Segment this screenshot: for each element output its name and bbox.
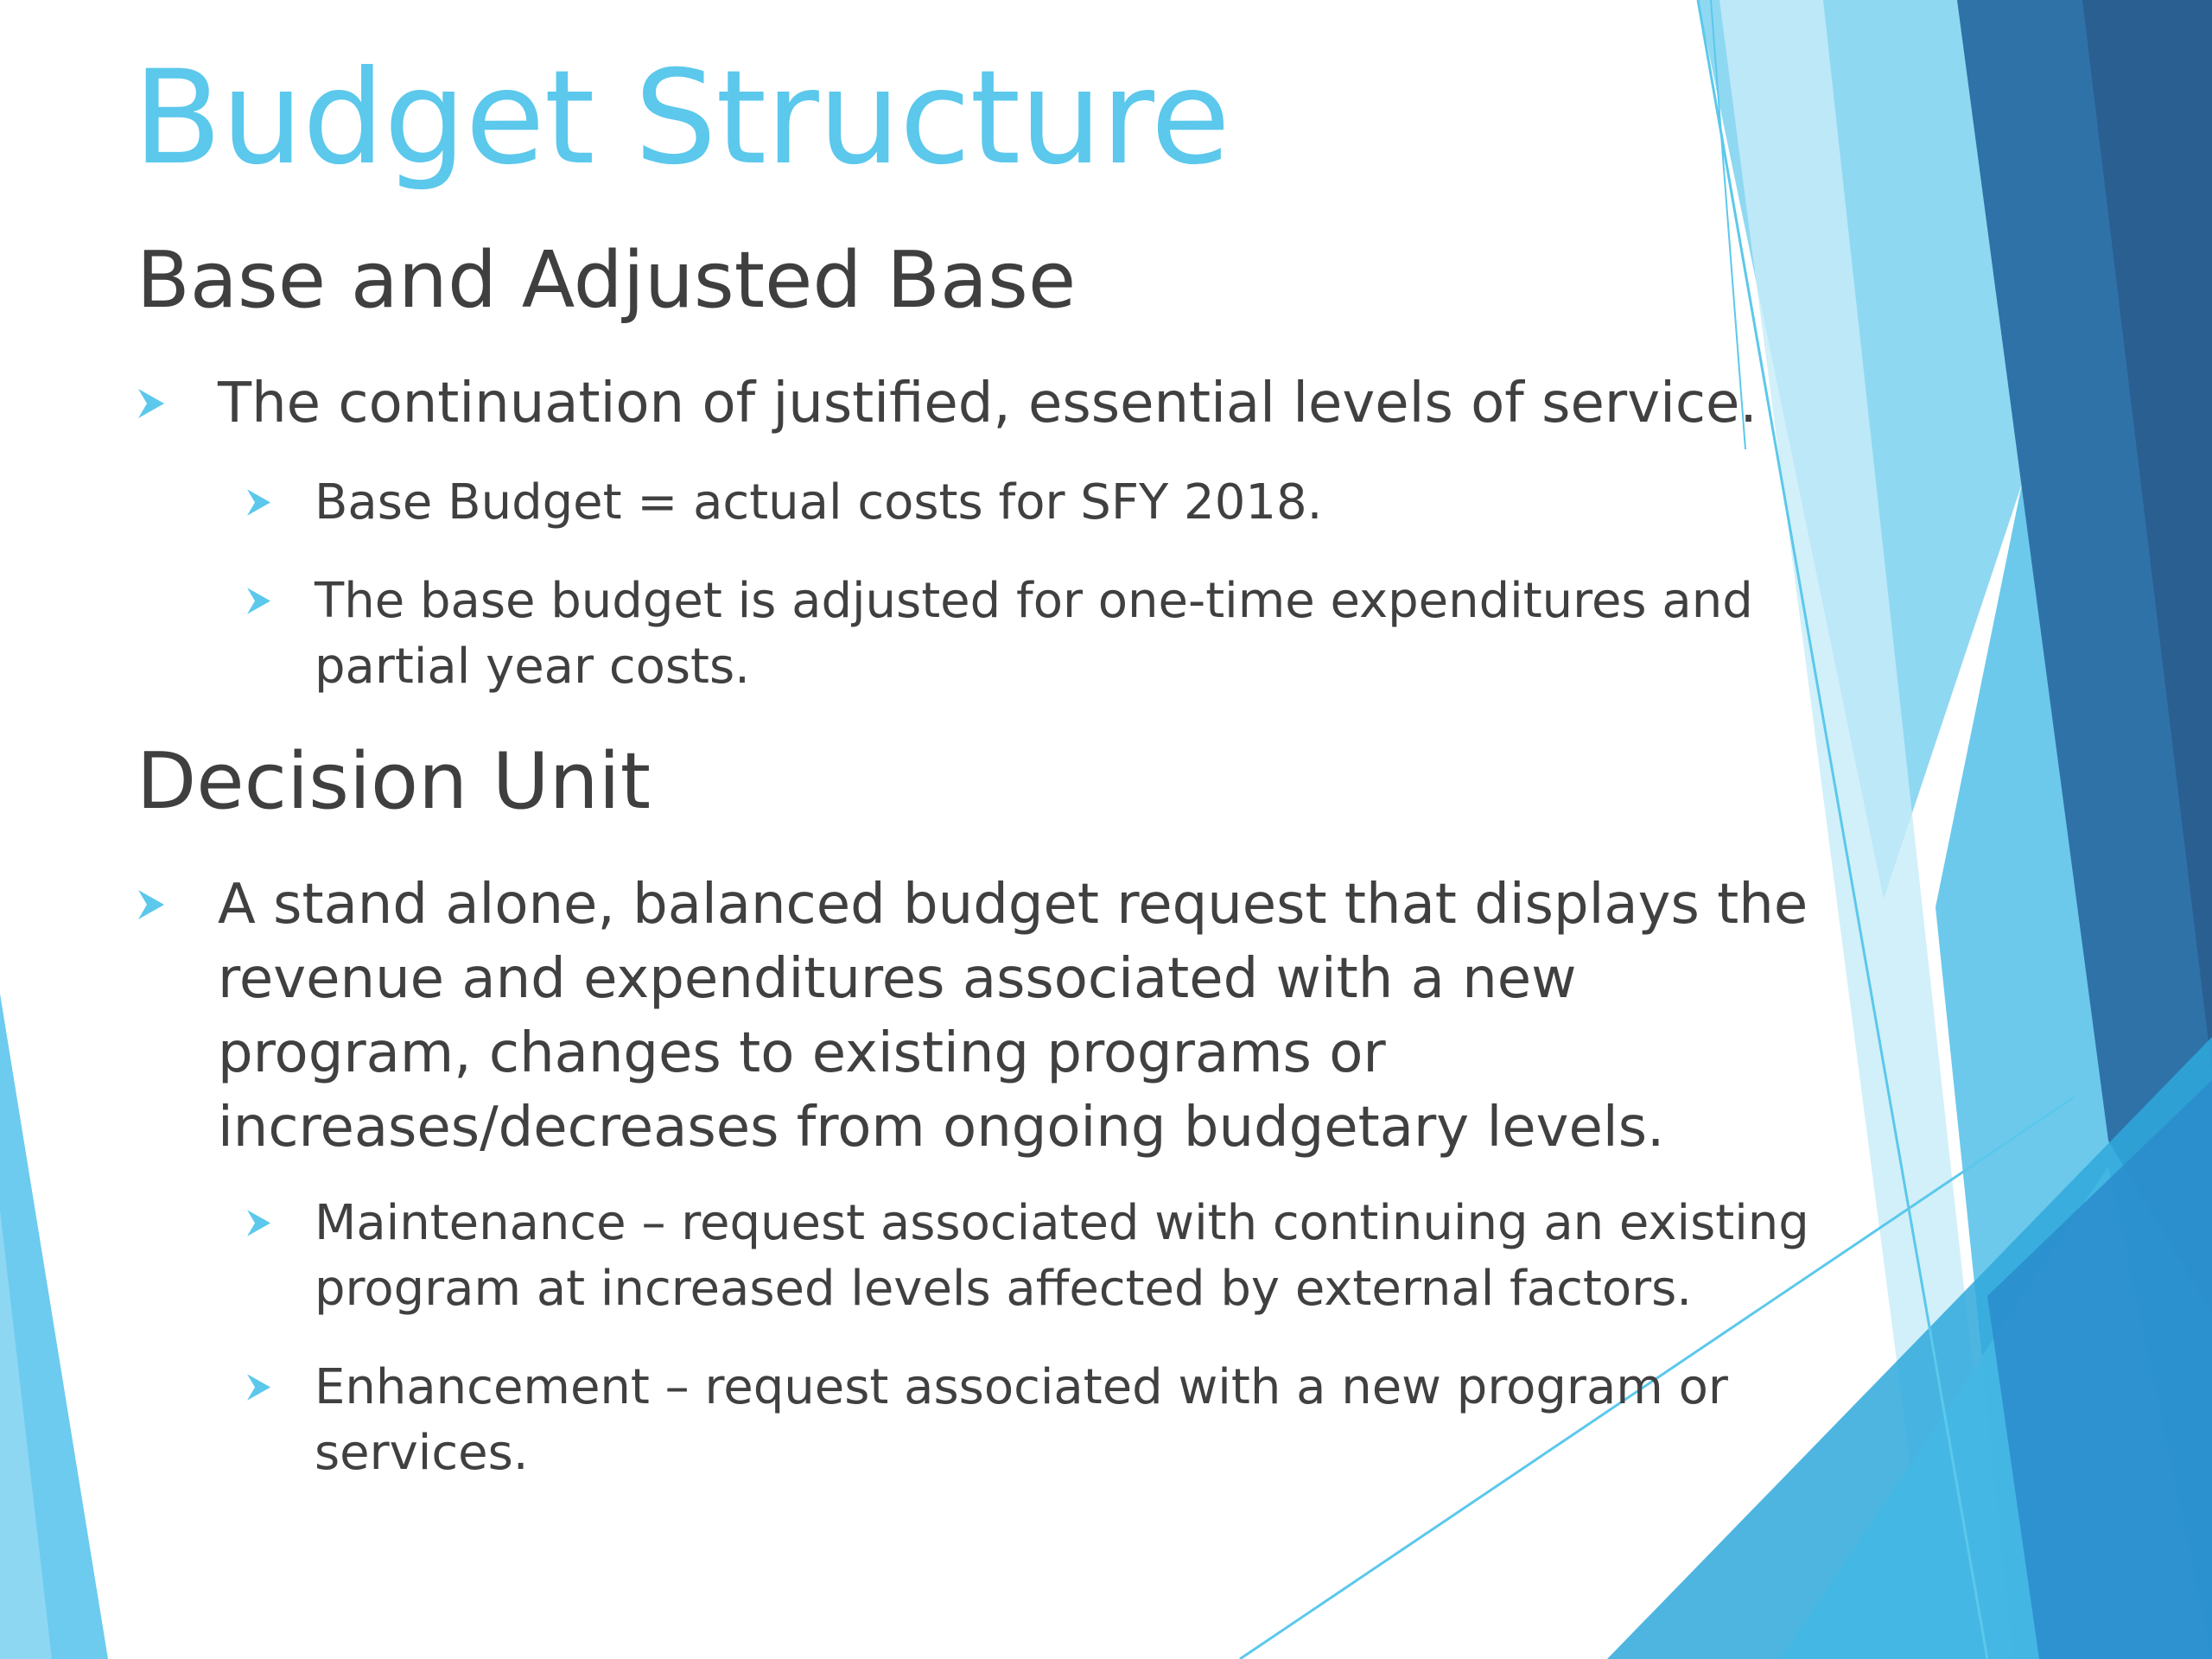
bullet-decision-unit: [218, 868, 1842, 1165]
section-heading-base: Base and Adjusted Base: [137, 235, 1077, 326]
bullet-text: A stand alone, balanced budget request that displays the revenue and expenditures associated with a new program, changes to existing programs or increases/decreases from ongoing budgetary levels.: [218, 873, 1808, 1160]
arrow-bullet-icon: [247, 489, 270, 516]
sub-bullet-text: Enhancement – request associated with a new program or services.: [315, 1359, 1728, 1481]
arrow-bullet-icon: [138, 890, 164, 919]
sub-bullet-maintenance: [315, 1191, 1835, 1322]
sub-bullet-base-budget: [315, 470, 1835, 536]
sub-bullet-text: Maintenance – request associated with continuing an existing program at increased levels affected by external factors.: [315, 1195, 1809, 1317]
sub-bullet-text: The base budget is adjusted for one-time expenditures and partial year costs.: [315, 573, 1753, 695]
bullet-text: The continuation of justified, essential levels of service.: [218, 372, 1758, 435]
bullet-continuation: [218, 366, 1842, 441]
arrow-bullet-icon: [247, 1210, 270, 1236]
section-heading-decision-unit: Decision Unit: [137, 736, 651, 827]
arrow-bullet-icon: [138, 389, 164, 418]
slide-title: Budget Structure: [133, 43, 1230, 194]
sub-bullet-text: Base Budget = actual costs for SFY 2018.: [315, 474, 1323, 531]
arrow-bullet-icon: [247, 1374, 270, 1401]
arrow-bullet-icon: [247, 588, 270, 614]
sub-bullet-enhancement: [315, 1355, 1835, 1486]
sub-bullet-adjusted: [315, 569, 1835, 700]
